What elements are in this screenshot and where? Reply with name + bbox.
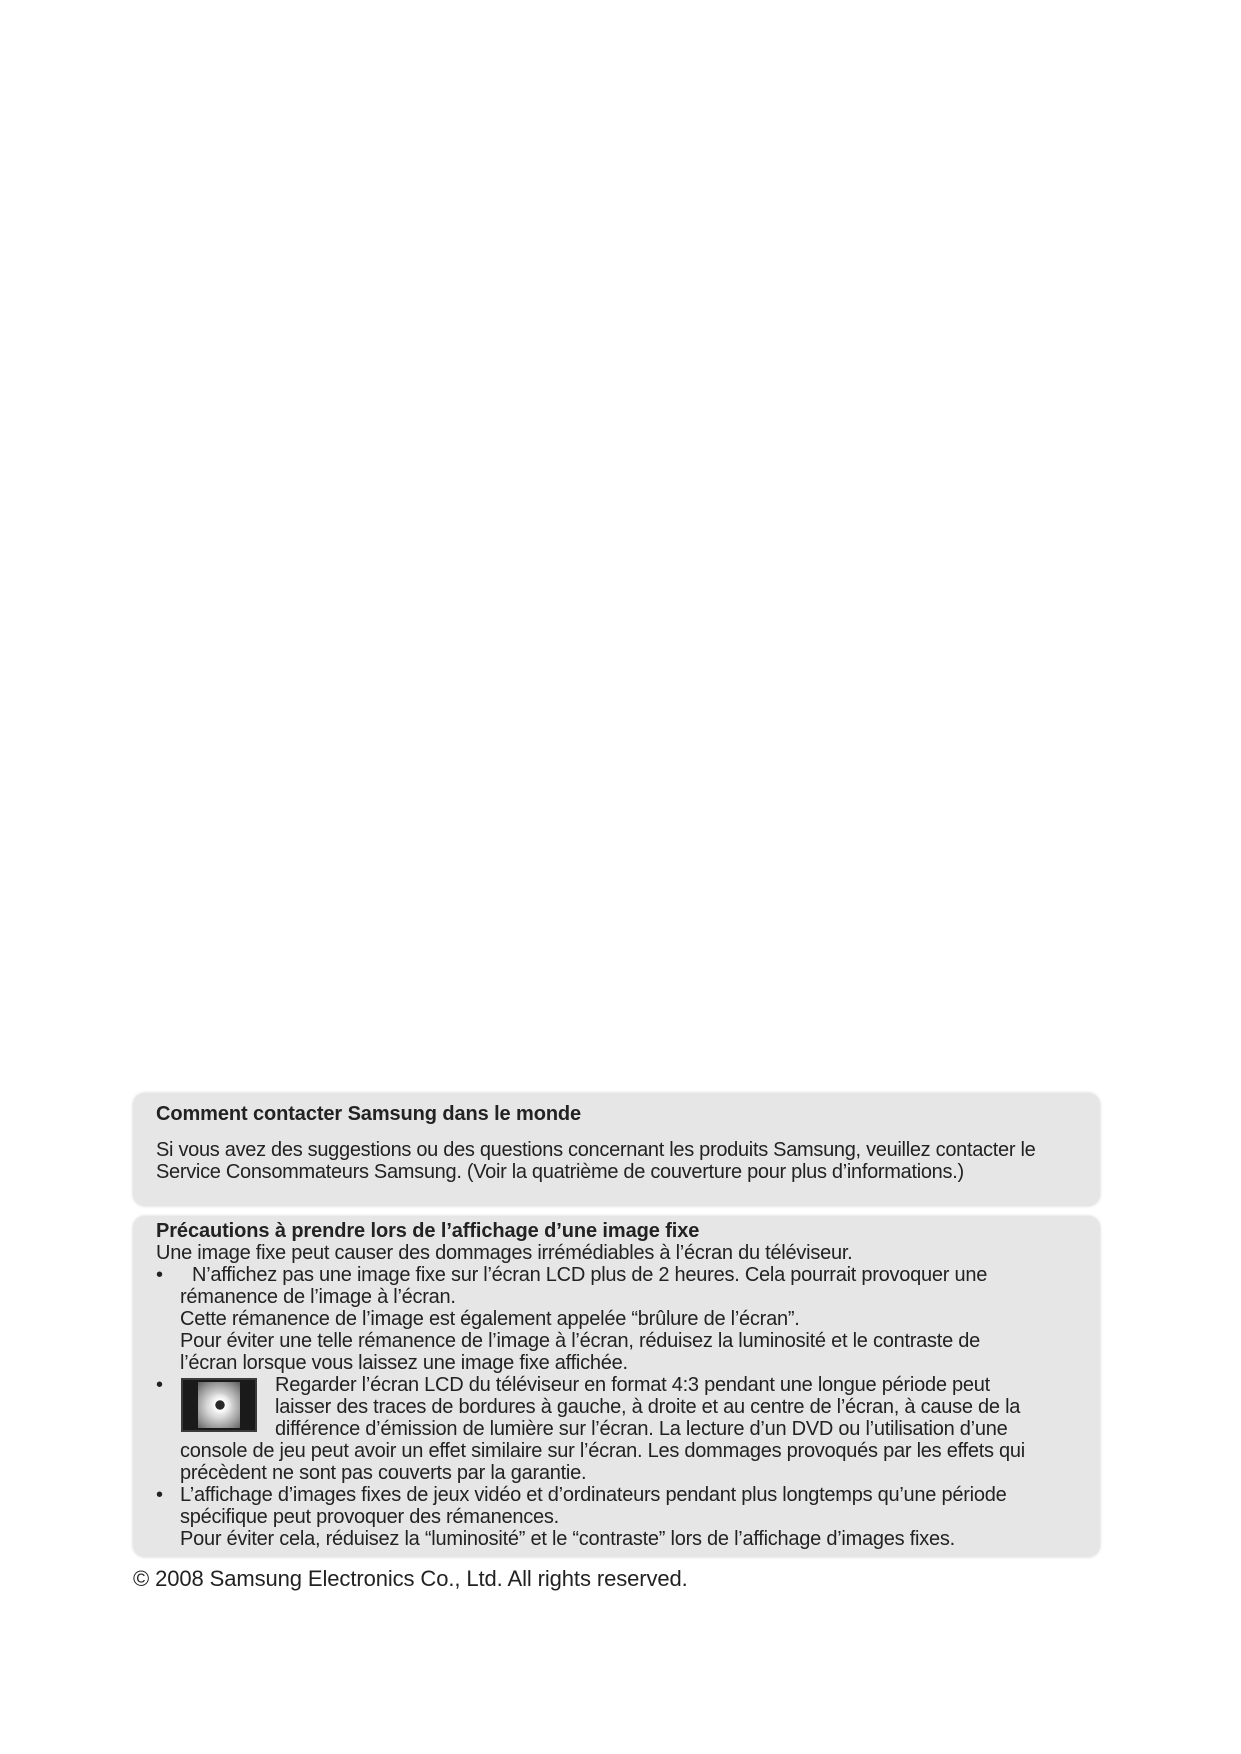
contact-title: Comment contacter Samsung dans le monde bbox=[156, 1103, 582, 1125]
bullet-3-line-2: spécifique peut provoquer des rémanences. bbox=[180, 1506, 559, 1528]
bullet-item-1 bbox=[156, 1264, 1076, 1374]
bullet-1-line-4: Pour éviter une telle rémanence de l’image à l’écran, réduisez la luminosité et le contraste de bbox=[180, 1330, 981, 1352]
bullet-2-line-5: précèdent ne sont pas couverts par la garantie. bbox=[180, 1462, 587, 1484]
bullet-2-line-3: différence d’émission de lumière sur l’écran. La lecture d’un DVD ou l’utilisation d’une bbox=[275, 1418, 1008, 1440]
precautions-box bbox=[133, 1216, 1100, 1557]
precautions-intro: Une image fixe peut causer des dommages irrémédiables à l’écran du téléviseur. bbox=[156, 1242, 853, 1264]
bullet-1-line-5: l’écran lorsque vous laissez une image fixe affichée. bbox=[180, 1352, 628, 1374]
bullet-1-line-2: rémanence de l’image à l’écran. bbox=[180, 1286, 456, 1308]
bullet-item-3 bbox=[156, 1484, 1076, 1550]
bullet-1-line-3: Cette rémanence de l’image est également appelée “brûlure de l’écran”. bbox=[180, 1308, 800, 1330]
contact-text bbox=[156, 1139, 1076, 1183]
copyright-notice: © 2008 Samsung Electronics Co., Ltd. All rights reserved. bbox=[133, 1566, 688, 1591]
bullet-marker: • bbox=[156, 1484, 163, 1506]
bullet-2-line-1: Regarder l’écran LCD du téléviseur en format 4:3 pendant une longue période peut bbox=[275, 1374, 990, 1396]
bullet-3-line-1: L’affichage d’images fixes de jeux vidéo et d’ordinateurs pendant plus longtemps qu’une période bbox=[180, 1484, 1007, 1506]
bullet-3-line-3: Pour éviter cela, réduisez la “luminosité” et le “contraste” lors de l’affichage d’images fixes. bbox=[180, 1528, 955, 1550]
contact-box bbox=[133, 1093, 1100, 1206]
bullet-2-line-4: console de jeu peut avoir un effet similaire sur l’écran. Les dommages provoqués par les effets qui bbox=[180, 1440, 1025, 1462]
bullet-marker: • bbox=[156, 1264, 163, 1286]
bullet-item-2 bbox=[156, 1374, 1076, 1484]
bullet-1-line-1: N’affichez pas une image fixe sur l’écran LCD plus de 2 heures. Cela pourrait provoquer une bbox=[192, 1264, 988, 1286]
bullet-2-line-2: laisser des traces de bordures à gauche, à droite et au centre de l’écran, à cause de la bbox=[275, 1396, 1021, 1418]
contact-line-1: Si vous avez des suggestions ou des questions concernant les produits Samsung, veuillez contacter le bbox=[156, 1139, 1036, 1161]
contact-line-2: Service Consommateurs Samsung. (Voir la quatrième de couverture pour plus d’informations.) bbox=[156, 1161, 964, 1183]
precautions-title: Précautions à prendre lors de l’affichage d’une image fixe bbox=[156, 1220, 700, 1242]
bullet-marker: • bbox=[156, 1374, 163, 1396]
screen-burn-image bbox=[181, 1378, 257, 1432]
